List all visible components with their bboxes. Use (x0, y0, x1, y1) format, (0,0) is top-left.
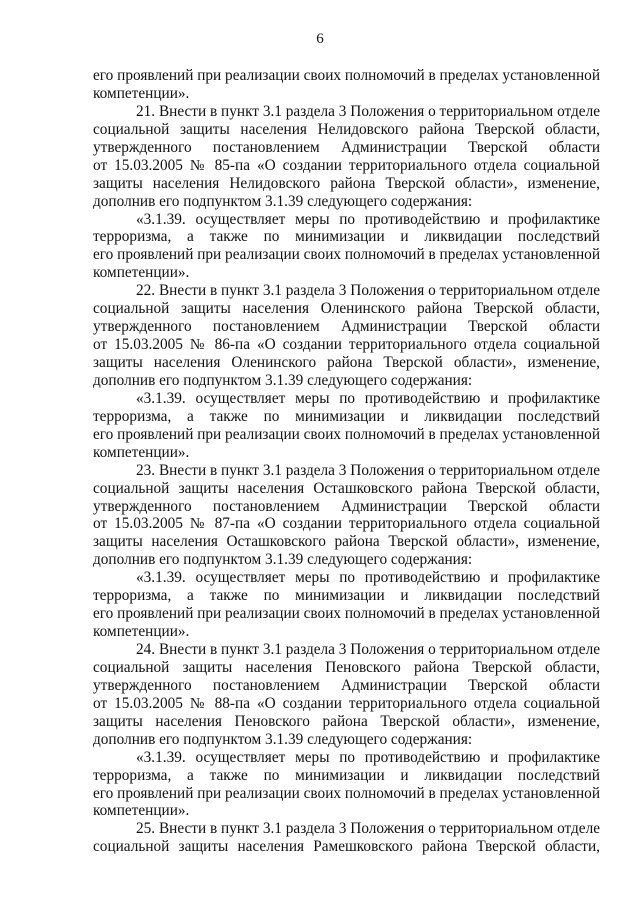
text-line: дополнив его подпунктом 3.1.39 следующего содержания: (93, 371, 473, 389)
text-line: 23. Внести в пункт 3.1 раздела 3 Положения о территориальном отделе (136, 461, 600, 479)
document-body (93, 67, 600, 856)
text-line: «3.1.39. осуществляет меры по противодействию и профилактике (136, 389, 600, 407)
text-line: социальной защиты населения Осташковского района Тверской области, (93, 479, 600, 497)
text-line: социальной защиты населения Нелидовского района Тверской области, (93, 120, 600, 138)
text-line: защиты населения Нелидовского района Тверской области», изменение, (93, 174, 600, 192)
text-line: защиты населения Осташковского района Тверской области», изменение, (93, 533, 600, 551)
text-line: социальной защиты населения Рамешковского района Тверской области, (93, 838, 600, 856)
text-line: компетенции». (93, 443, 190, 461)
text-line: «3.1.39. осуществляет меры по противодействию и профилактике (136, 210, 600, 228)
text-line: терроризма, а также по минимизации и ликвидации последствий (93, 766, 600, 784)
text-line: 21. Внести в пункт 3.1 раздела 3 Положения о территориальном отделе (136, 102, 600, 120)
text-line: его проявлений при реализации своих полномочий в пределах установленной (93, 784, 600, 802)
text-line: защиты населения Пеновского района Тверской области», изменение, (93, 712, 600, 730)
text-line: его проявлений при реализации своих полномочий в пределах установленной (93, 246, 600, 264)
text-line: терроризма, а также по минимизации и ликвидации последствий (93, 407, 600, 425)
text-line: утвержденного постановлением Администрации Тверской области (93, 676, 600, 694)
text-line: его проявлений при реализации своих полномочий в пределах установленной (93, 605, 600, 623)
text-line: «3.1.39. осуществляет меры по противодействию и профилактике (136, 748, 600, 766)
text-line: его проявлений при реализации своих полномочий в пределах установленной (93, 425, 600, 443)
text-line: терроризма, а также по минимизации и ликвидации последствий (93, 587, 600, 605)
text-line: социальной защиты населения Оленинского района Тверской области, (93, 300, 600, 318)
text-line: защиты населения Оленинского района Тверской области», изменение, (93, 354, 600, 371)
page-number: 6 (316, 31, 324, 47)
text-line: терроризма, а также по минимизации и ликвидации последствий (93, 228, 600, 246)
text-line: дополнив его подпунктом 3.1.39 следующего содержания: (93, 730, 473, 748)
text-line: утвержденного постановлением Администрации Тверской области (93, 138, 600, 156)
text-line: дополнив его подпунктом 3.1.39 следующего содержания: (93, 551, 473, 569)
text-line: компетенции». (93, 84, 190, 102)
text-line: утвержденного постановлением Администрации Тверской области (93, 497, 600, 515)
text-line: от 15.03.2005 № 86-па «О создании территориального отдела социальной (93, 336, 600, 354)
text-line: утвержденного постановлением Администрации Тверской области (93, 318, 600, 336)
text-line: социальной защиты населения Пеновского района Тверской области, (93, 658, 600, 676)
text-line: 25. Внести в пункт 3.1 раздела 3 Положения о территориальном отделе (136, 820, 600, 838)
text-line: 22. Внести в пункт 3.1 раздела 3 Положения о территориальном отделе (136, 282, 600, 300)
text-line: дополнив его подпунктом 3.1.39 следующего содержания: (93, 192, 473, 210)
text-line: компетенции». (93, 264, 190, 282)
text-line: 24. Внести в пункт 3.1 раздела 3 Положения о территориальном отделе (136, 641, 600, 658)
text-line: от 15.03.2005 № 87-па «О создании территориального отдела социальной (93, 515, 600, 533)
text-line: компетенции». (93, 802, 190, 820)
text-line: его проявлений при реализации своих полномочий в пределах установленной (93, 67, 600, 84)
text-line: компетенции». (93, 623, 190, 641)
text-line: от 15.03.2005 № 88-па «О создании территориального отдела социальной (93, 694, 600, 712)
text-line: «3.1.39. осуществляет меры по противодействию и профилактике (136, 569, 600, 587)
text-line: от 15.03.2005 № 85-па «О создании территориального отдела социальной (93, 156, 600, 174)
